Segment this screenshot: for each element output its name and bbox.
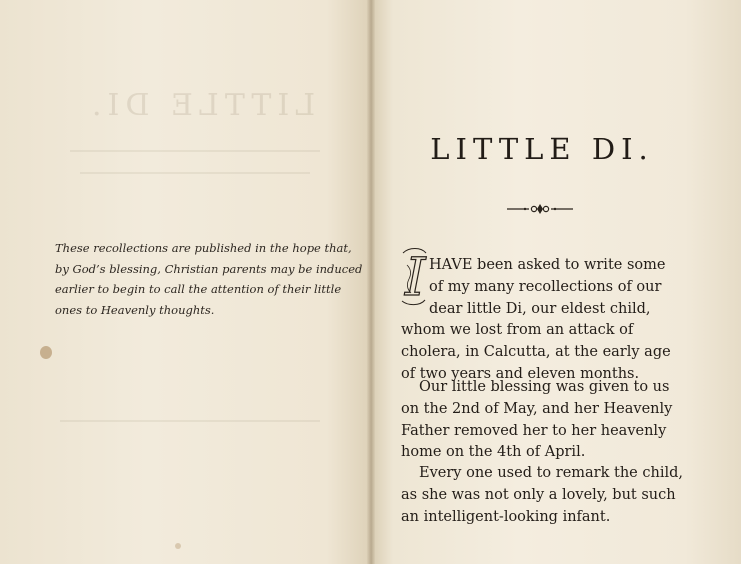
text-line: of two years and eleven months. xyxy=(401,365,640,382)
paper-stain xyxy=(40,346,52,359)
paragraph-3 xyxy=(401,463,683,528)
book-gutter xyxy=(367,0,375,564)
bleed-through-line xyxy=(60,420,320,422)
text-line: Our little blessing was given to us xyxy=(419,379,670,395)
bleed-through-line xyxy=(80,172,310,174)
bleed-through-title: LITTLE DI. xyxy=(86,88,316,123)
dedication-line: ones to Heavenly thoughts. xyxy=(55,302,215,317)
ornament-divider-icon xyxy=(505,202,575,216)
text-line: on the 2nd of May, and her Heavenly xyxy=(401,400,673,417)
dedication-line: earlier to begin to call the attention of their little xyxy=(55,282,342,296)
text-line: dear little Di, our eldest child, xyxy=(429,300,651,317)
dedication-text xyxy=(55,238,363,320)
text-line: as she was not only a lovely, but such xyxy=(401,486,676,503)
page-title: LITTLE DI. xyxy=(430,132,654,166)
dedication-line: by God’s blessing, Christian parents may be induced xyxy=(55,261,363,276)
bleed-through-line xyxy=(70,150,320,152)
text-line: Every one used to remark the child, xyxy=(419,465,683,481)
text-line: cholera, in Calcutta, at the early age xyxy=(401,344,671,361)
paragraph-1 xyxy=(401,255,719,386)
right-page xyxy=(371,0,741,564)
text-line: whom we lost from an attack of xyxy=(401,322,634,339)
drop-cap-letter: I xyxy=(405,248,426,307)
text-line: of my many recollections of our xyxy=(429,278,662,295)
text-line: HAVE been asked to write some xyxy=(429,257,666,273)
text-line: Father removed her to her heavenly xyxy=(401,422,667,439)
text-line: an intelligent-looking infant. xyxy=(401,508,611,525)
paper-stain xyxy=(175,543,181,549)
text-line: home on the 4th of April. xyxy=(401,444,586,461)
paragraph-2 xyxy=(401,377,672,464)
dedication-line: These recollections are published in the hope that, xyxy=(55,241,352,255)
